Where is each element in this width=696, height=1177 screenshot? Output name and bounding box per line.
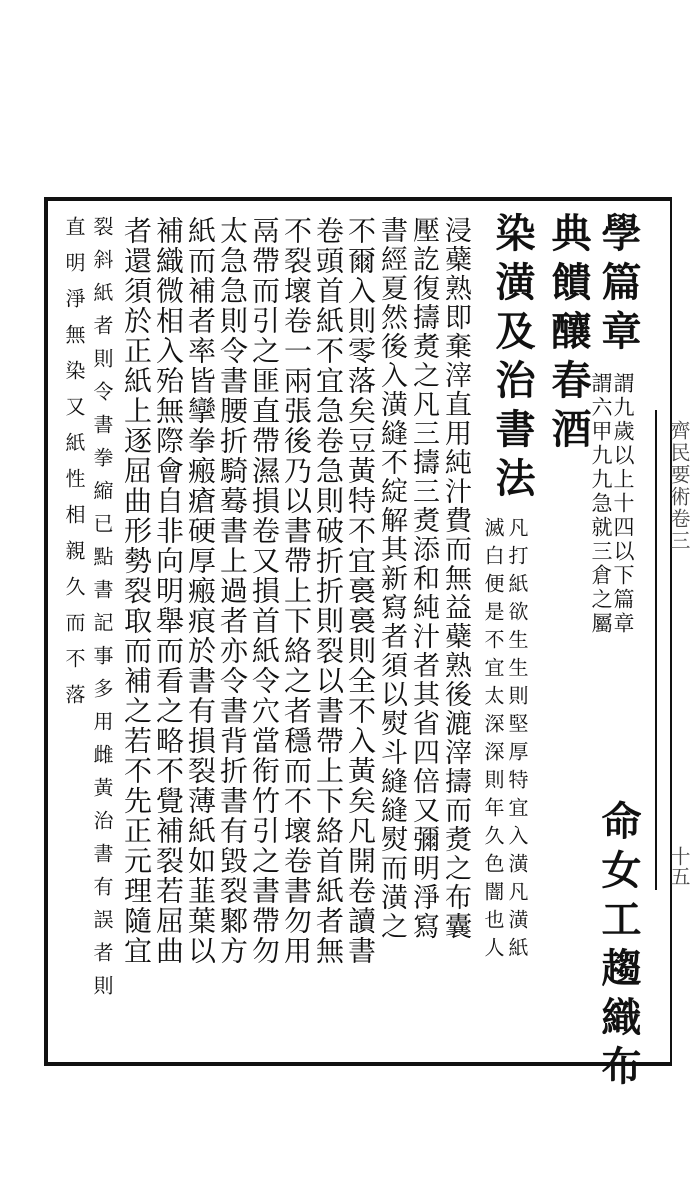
body-text-line-12: 補織微相入殆無際會自非向明舉而看之略不覺補裂若屈曲 bbox=[152, 216, 185, 966]
heading-tail: 命女工趨織布 bbox=[595, 800, 642, 1094]
body-text-line-13: 者還須於正紙上逐屈曲形勢裂取而補之若不先正元理隨宜 bbox=[120, 216, 153, 966]
line-2: 典饋釀春酒 bbox=[545, 212, 592, 457]
heading-note-a: 謂九歲以上十四以下篇章 bbox=[611, 372, 635, 636]
main-heading: 學篇章 bbox=[595, 212, 642, 359]
body-text-line-7: 卷頭首紙不宜急卷急則破折折則裂以書帶上下絡首紙者無 bbox=[312, 216, 345, 966]
section-title: 染潢及治書法 bbox=[489, 212, 536, 506]
gutter-page-number: 十五 bbox=[667, 846, 691, 886]
body-text-line-2: 滅白便是不宜太深深則年久色闇也人 bbox=[481, 517, 505, 965]
body-text-line-11: 紙而補者率皆攣拳瘢瘡硬厚瘢痕於書有損裂薄紙如韮葉以 bbox=[184, 216, 217, 966]
body-text-line-10: 太急急則令書腰折騎蓦書上過者亦令書背折書有毀裂鄹方 bbox=[216, 216, 249, 966]
gutter-title: 齊民要術卷三 bbox=[667, 420, 691, 552]
body-text-line-14: 裂斜紙者則令書拳縮已點書記事多用雌黃治書有誤者則 bbox=[90, 216, 114, 1008]
body-text-line-5: 書經夏然後入潢縫不綻解其新寫者須以熨斗縫縫熨而潢之 bbox=[376, 216, 407, 941]
body-text-line-16: 直明淨無染又紙性相親久而不落 bbox=[62, 216, 86, 720]
body-text-line-1: 凡打紙欲生生則堅厚特宜入潢凡潢紙 bbox=[505, 517, 529, 965]
body-text-line-6: 不爾入則零落矣豆黃特不宜裛裛則全不入黃矣凡開卷讀書 bbox=[344, 216, 377, 966]
heading-note-b: 謂六甲九九急就三倉之屬 bbox=[589, 372, 613, 636]
body-text-line-4: 壓訖復擣煑之凡三擣三煑添和純汁者其省四倍又彌明淨寫 bbox=[408, 216, 439, 941]
body-text-line-8: 不裂壞卷一兩張後乃以書帶上下絡之者穩而不壞卷書勿用 bbox=[280, 216, 313, 966]
body-text-line-3: 浸蘗熟即棄滓直用純汁費而無益蘗熟後漉滓擣而煑之布囊 bbox=[440, 216, 471, 941]
body-text-line-9: 鬲帶而引之匪直帶濕損卷又損首紙令穴當衔竹引之書帶勿 bbox=[248, 216, 281, 966]
